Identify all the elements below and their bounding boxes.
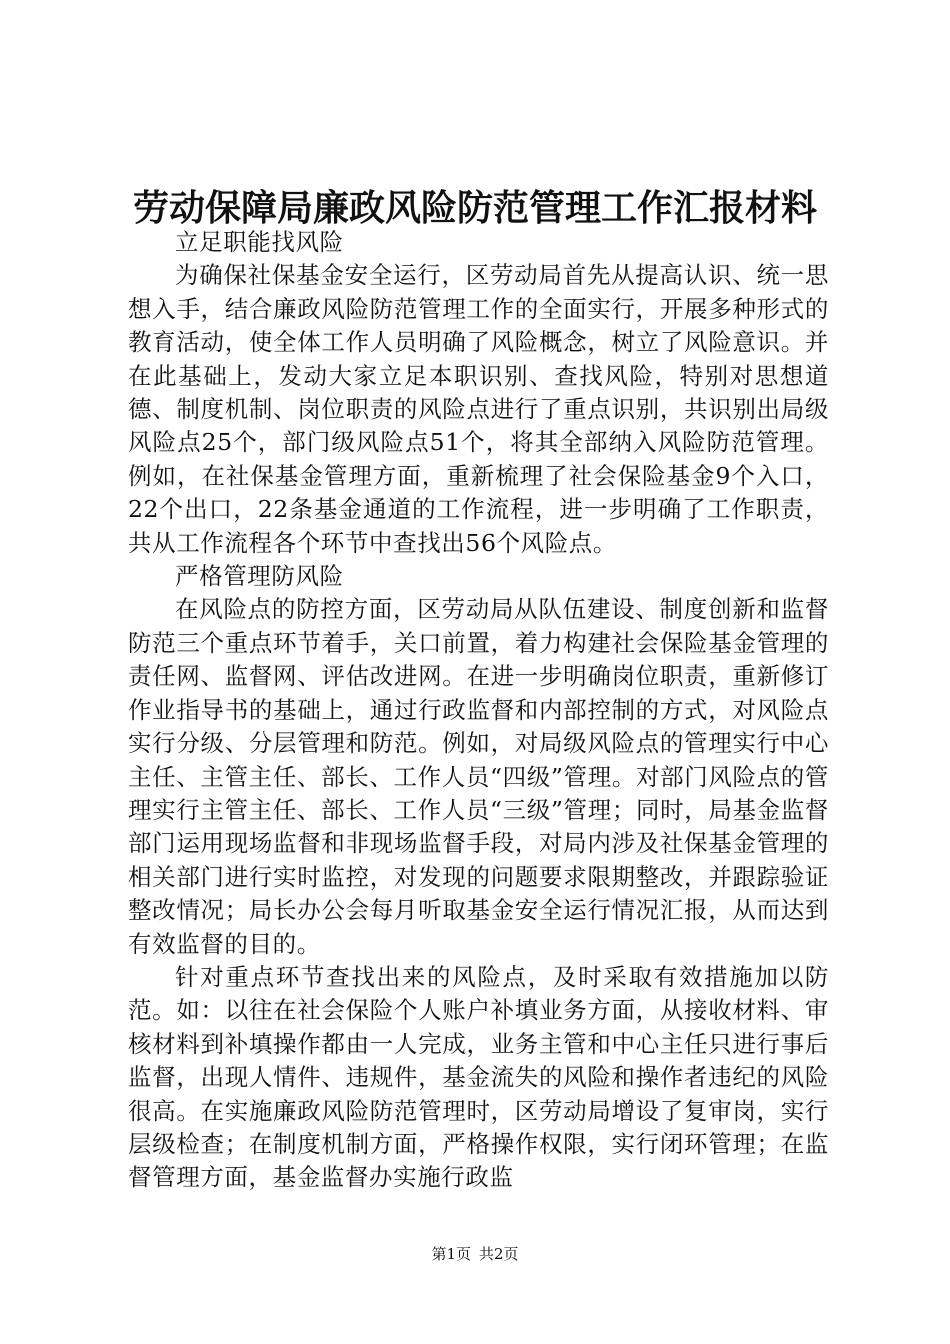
section-heading: 严格管理防风险 (175, 562, 344, 591)
document-title: 劳动保障局廉政风险防范管理工作汇报材料 (132, 187, 817, 229)
document-body (128, 226, 829, 1195)
body-paragraph: 针对重点环节查找出来的风险点，及时采取有效措施加以防范。如：以往在社会保险个人账户补填业务方面，从接收材料、审核材料到补填操作都由一人完成，业务主管和中心主任只进行事后监督，出现人情件、违规件，基金流失的风险和操作者违纪的风险很高。在实施廉政风险防范管理时，区劳动局增设了复审岗，实行层级检查；在制度机制方面，严格操作权限，实行闭环管理；在监督管理方面，基金监督办实施行政监 (128, 962, 829, 1192)
page-total: 共2页 (479, 1245, 519, 1263)
section-heading: 立足职能找风险 (175, 228, 344, 256)
page-number: 第1页 (431, 1245, 471, 1263)
body-paragraph: 在风险点的防控方面，区劳动局从队伍建设、制度创新和监督防范三个重点环节着手，关口前置，着力构建社会保险基金管理的责任网、监督网、评估改进网。在进一步明确岗位职责，重新修订作业指导书的基础上，通过行政监督和内部控制的方式，对风险点实行分级、分层管理和防范。例如，对局级风险点的管理实行中心主任、主管主任、部长、工作人员“四级”管理。对部门风险点的管理实行主管主任、部长、工作人员“三级”管理；同时，局基金监督部门运用现场监督和非现场监督手段，对局内涉及社保基金管理的相关部门进行实时监控，对发现的问题要求限期整改，并跟踪验证整改情况；局长办公会每月听取基金安全运行情况汇报，从而达到有效监督的目的。 (128, 595, 829, 958)
body-paragraph: 为确保社保基金安全运行，区劳动局首先从提高认识、统一思想入手，结合廉政风险防范管理工作的全面实行，开展多种形式的教育活动，使全体工作人员明确了风险概念，树立了风险意识。并在此基础上，发动大家立足本职识别、查找风险，特别对思想道德、制度机制、岗位职责的风险点进行了重点识别，共识别出局级风险点25个，部门级风险点51个，将其全部纳入风险防范管理。例如，在社保基金管理方面，重新梳理了社会保险基金9个入口，22个出口，22条基金通道的工作流程，进一步明确了工作职责，共从工作流程各个环节中查找出56个风险点。 (128, 261, 829, 557)
page-footer (0, 1244, 950, 1264)
